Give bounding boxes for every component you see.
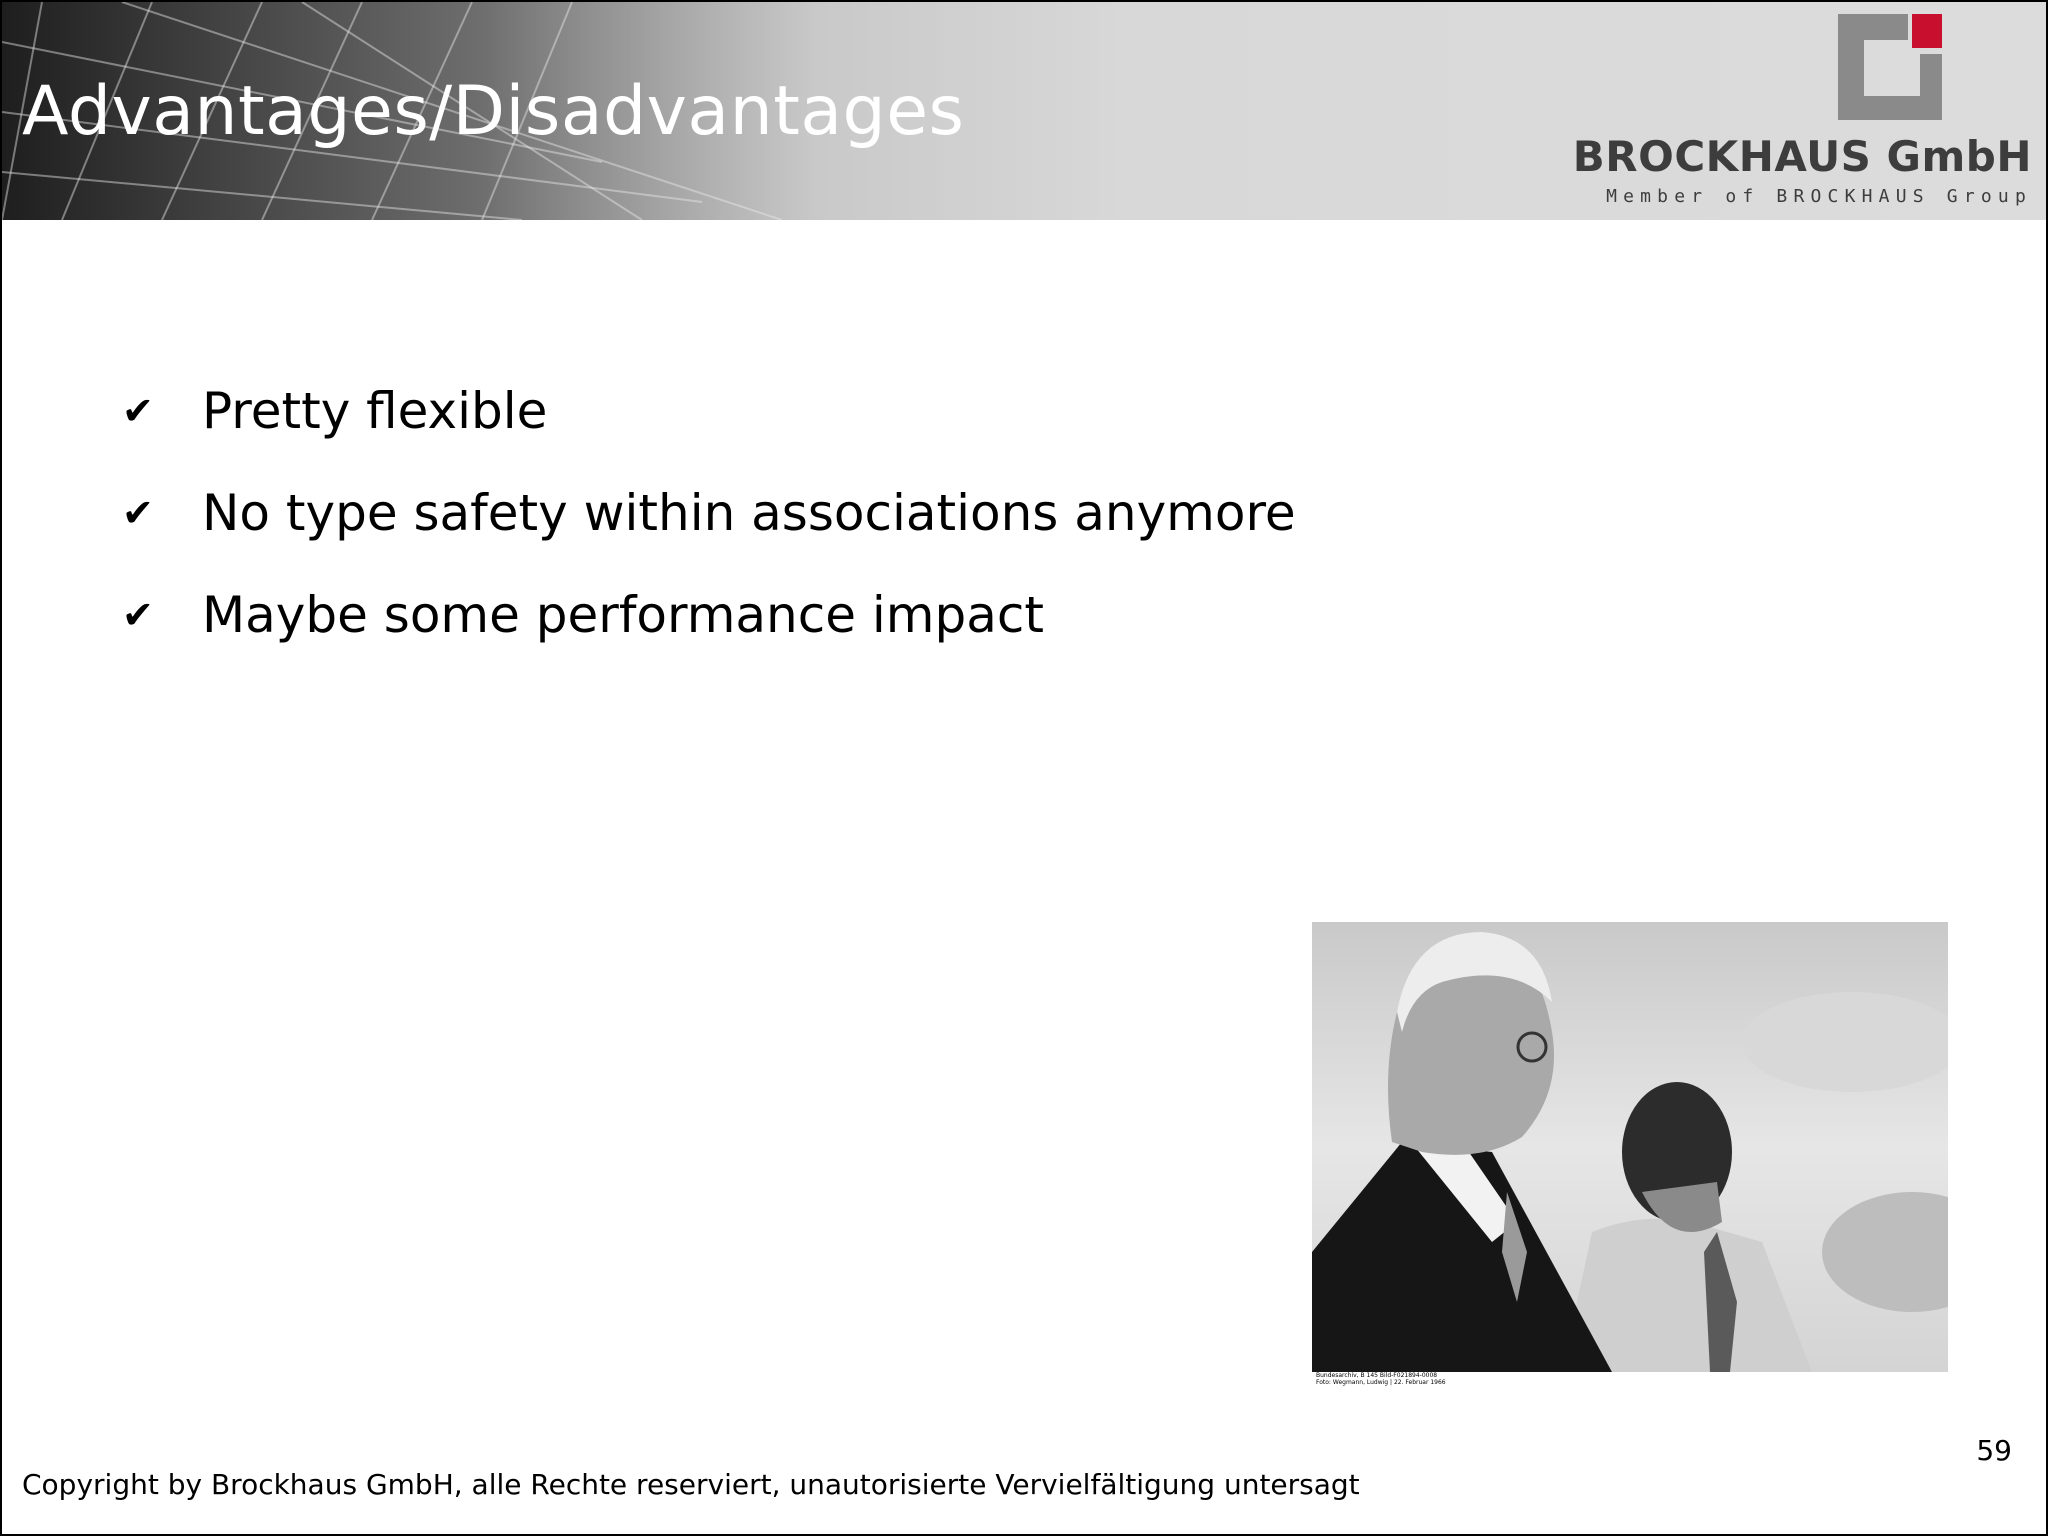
bullet-text: Pretty flexible (202, 382, 548, 440)
photo-caption-line: Bundesarchiv, B 145 Bild-F021894-0008 (1316, 1372, 1438, 1379)
logo-company-name: BROCKHAUS GmbH (1572, 132, 2032, 181)
photo-caption (1316, 1372, 1446, 1386)
bullet-text: No type safety within associations anymore (202, 484, 1296, 542)
photo-caption-line: Foto: Wegmann, Ludwig | 22. Februar 1966 (1316, 1379, 1446, 1386)
brockhaus-logo (1552, 14, 2032, 210)
check-mark-icon: ✔ (122, 389, 154, 433)
historical-photo (1312, 922, 1948, 1372)
list-item (122, 462, 1296, 564)
check-mark-icon: ✔ (122, 593, 154, 637)
logo-tagline: Member of BROCKHAUS Group (1606, 186, 2032, 207)
list-item (122, 360, 1296, 462)
bullet-text: Maybe some performance impact (202, 586, 1044, 644)
check-mark-icon: ✔ (122, 491, 154, 535)
bullet-list (122, 360, 1296, 666)
slide-title: Advantages/Disadvantages (22, 72, 965, 151)
copyright-footer: Copyright by Brockhaus GmbH, alle Rechte reserviert, unautorisierte Vervielfältigung untersagt (22, 1468, 1360, 1501)
header-banner (2, 2, 2046, 220)
list-item (122, 564, 1296, 666)
page-number: 59 (1976, 1434, 2012, 1467)
logo-mark-icon (1838, 14, 1948, 126)
